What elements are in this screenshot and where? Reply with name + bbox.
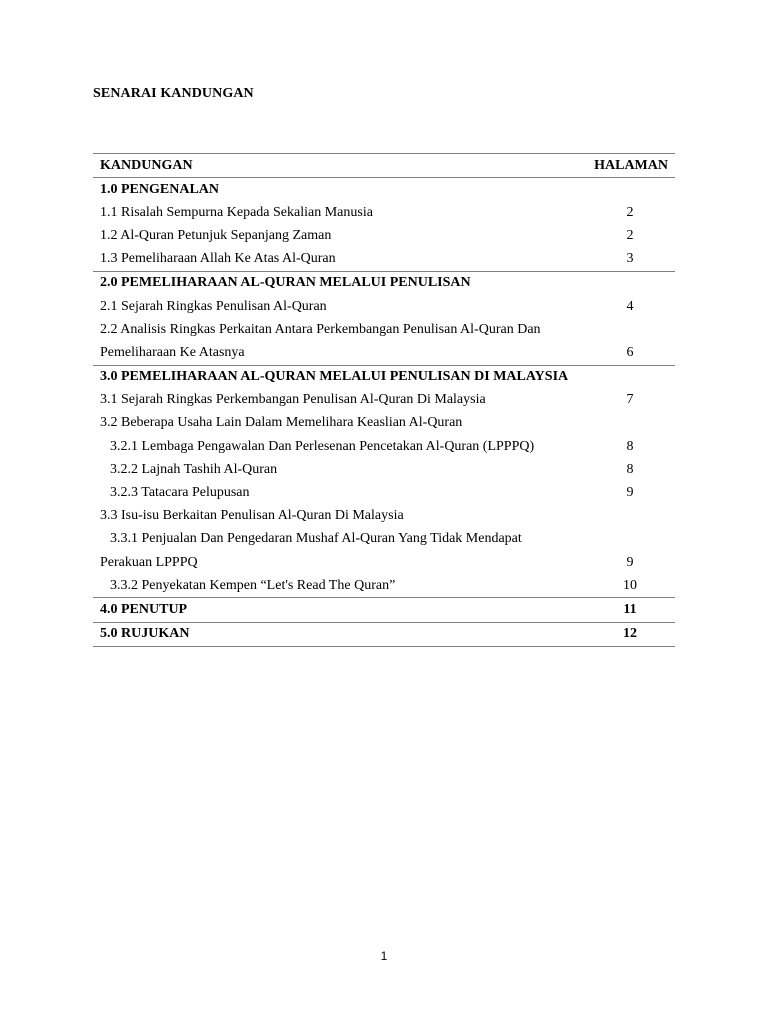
toc-entry-title: 3.3.1 Penjualan Dan Pengedaran Mushaf Al-Quran Yang Tidak Mendapat [110,531,522,547]
toc-entry-title: 5.0 RUJUKAN [100,626,190,642]
toc-heading-row [93,272,675,295]
toc-section [93,178,675,272]
toc-entry-title: 3.2 Beberapa Usaha Lain Dalam Memelihara Keaslian Al-Quran [100,415,463,431]
toc-entry-title: 3.2.2 Lajnah Tashih Al-Quran [110,461,278,477]
toc-entry-row [93,224,675,247]
toc-entry-row [93,318,675,341]
toc-entry-title: 1.2 Al-Quran Petunjuk Sepanjang Zaman [100,227,332,243]
toc-entry-page: 10 [623,577,637,593]
toc-entry-title: 1.3 Pemeliharaan Allah Ke Atas Al-Quran [100,251,336,267]
toc-header-row [93,154,675,178]
toc-entry-title: 3.3 Isu-isu Berkaitan Penulisan Al-Quran Di Malaysia [100,508,404,524]
toc-entry-row [93,458,675,481]
toc-entry-title: 3.2.1 Lembaga Pengawalan Dan Perlesenan Pencetakan Al-Quran (LPPPQ) [110,438,535,454]
toc-section [93,272,675,366]
page-number: 1 [380,949,388,963]
toc-entry-page: 8 [626,461,634,477]
toc-heading-row [93,598,675,621]
toc-entry-title: 2.0 PEMELIHARAAN AL-QURAN MELALUI PENULISAN [100,275,471,291]
toc-entry-page: 4 [626,298,634,314]
toc-entry-page: 8 [626,438,634,454]
toc-entry-row [93,295,675,318]
toc-entry-title: 1.0 PENGENALAN [100,181,220,197]
toc-header-content-label: KANDUNGAN [100,157,193,173]
toc-entry-page: 9 [626,485,634,501]
toc-entry-title: Perakuan LPPPQ [100,554,198,570]
toc-entry-title: 3.0 PEMELIHARAAN AL-QURAN MELALUI PENULISAN DI MALAYSIA [100,369,569,385]
toc-section [93,623,675,647]
toc-entry-row [93,481,675,504]
toc-header-page-label: HALAMAN [594,157,668,173]
toc-entry-title: 2.2 Analisis Ringkas Perkaitan Antara Perkembangan Penulisan Al-Quran Dan [100,321,541,337]
toc-entry-page: 11 [623,601,637,617]
toc-entry-row [93,389,675,412]
toc-entry-row [93,574,675,597]
toc-entry-page: 12 [623,626,637,642]
toc-entry-page: 2 [626,204,634,220]
table-of-contents [93,153,675,647]
toc-entry-row [93,341,675,364]
toc-entry-row [93,412,675,435]
toc-entry-title: Pemeliharaan Ke Atasnya [100,344,245,360]
toc-entry-page: 2 [626,227,634,243]
toc-heading-row [93,178,675,201]
toc-entry-page: 7 [626,392,634,408]
toc-entry-row [93,435,675,458]
toc-entry-title: 3.1 Sejarah Ringkas Perkembangan Penulisan Al-Quran Di Malaysia [100,392,486,408]
toc-body [93,178,675,647]
toc-entry-row [93,248,675,271]
toc-entry-page: 3 [626,251,634,267]
toc-section [93,598,675,622]
toc-heading-row [93,623,675,646]
toc-entry-row [93,528,675,551]
toc-entry-page: 9 [626,554,634,570]
toc-entry-row [93,505,675,528]
toc-entry-title: 1.1 Risalah Sempurna Kepada Sekalian Manusia [100,204,373,220]
toc-entry-title: 3.2.3 Tatacara Pelupusan [110,485,250,501]
toc-entry-title: 3.3.2 Penyekatan Kempen “Let's Read The Quran” [110,577,396,593]
toc-entry-page: 6 [626,344,634,360]
toc-heading-row [93,366,675,389]
toc-entry-title: 2.1 Sejarah Ringkas Penulisan Al-Quran [100,298,327,314]
toc-entry-row [93,201,675,224]
toc-entry-row [93,551,675,574]
toc-section [93,366,675,599]
page-title: SENARAI KANDUNGAN [93,86,254,101]
toc-entry-title: 4.0 PENUTUP [100,601,188,617]
